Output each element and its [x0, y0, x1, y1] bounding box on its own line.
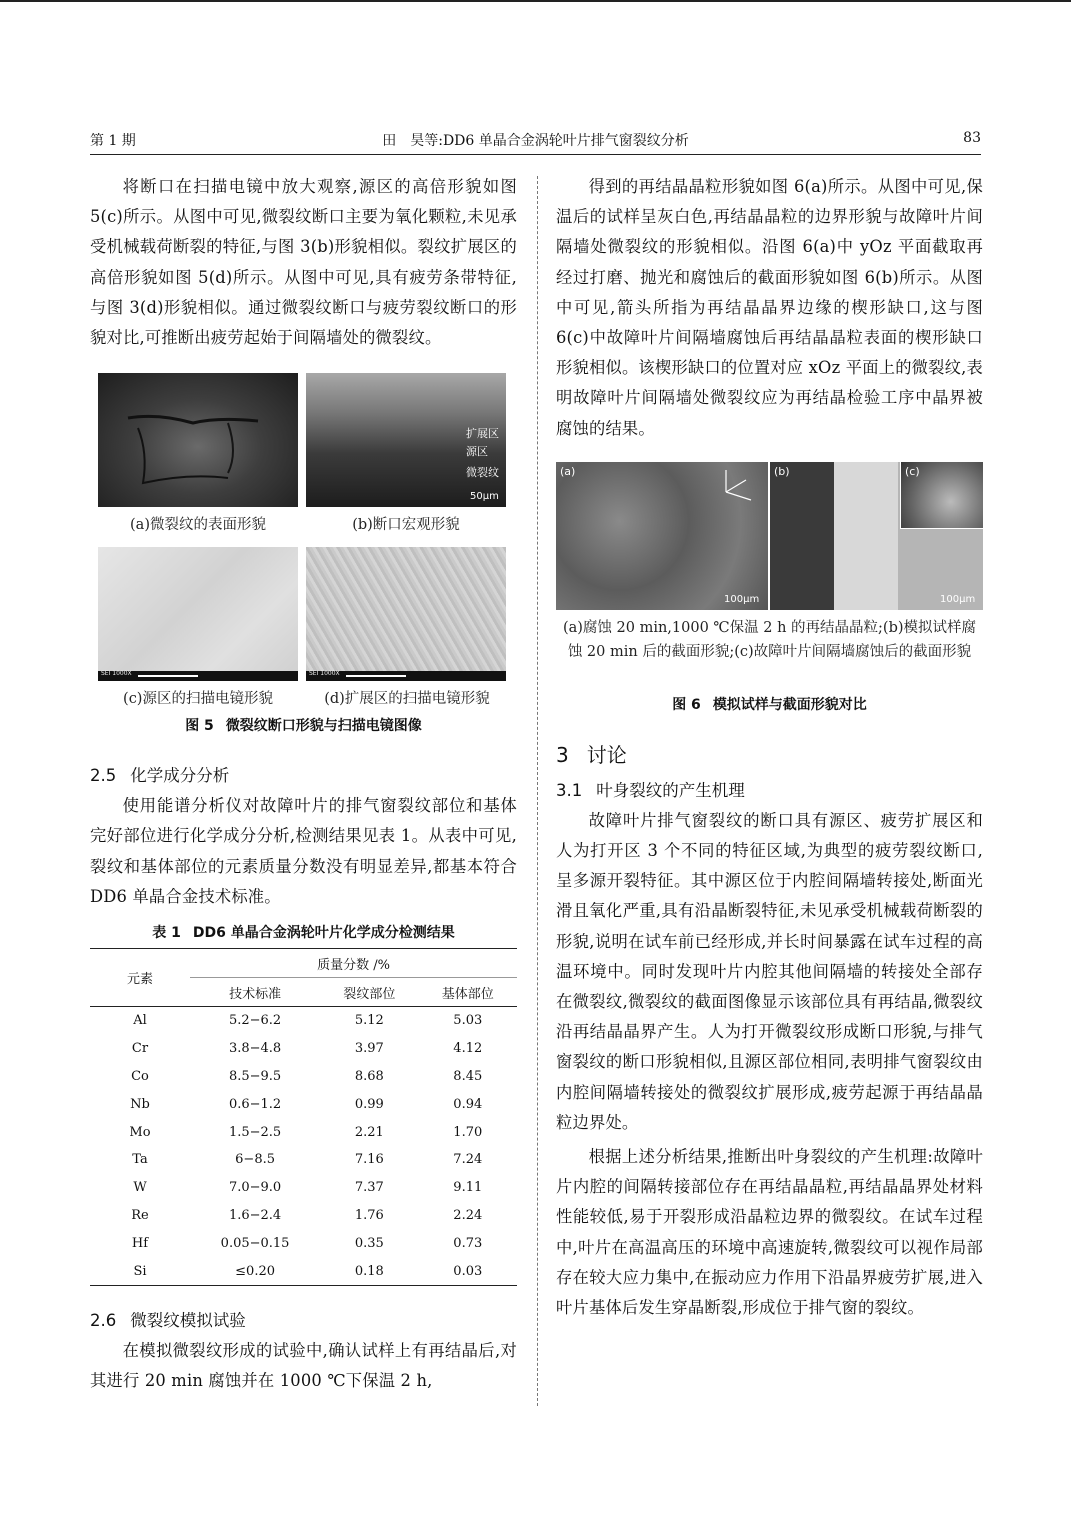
cell-crack: 0.99 — [354, 1096, 384, 1112]
cell-crack: 1.76 — [354, 1208, 384, 1223]
table-row — [90, 1146, 517, 1174]
table-header-element: 元素 — [90, 949, 190, 1007]
fig6-caption — [556, 694, 983, 714]
cell-base: 1.70 — [453, 1124, 483, 1140]
fig5b-label-expand: 扩展区 — [466, 427, 499, 441]
cell-crack: 8.68 — [354, 1069, 384, 1085]
section-3-heading — [556, 738, 983, 772]
cell-standard: 3.8−4.8 — [228, 1041, 282, 1057]
fig6b-image — [770, 462, 983, 610]
cell-standard: 1.5−2.5 — [228, 1124, 282, 1140]
table-row — [90, 1118, 517, 1146]
fig5d-subcaption: (d)扩展区的扫描电镜形貌 — [324, 691, 490, 708]
table-row — [90, 1257, 517, 1285]
figure-5 — [90, 373, 517, 755]
cell-element: Hf — [131, 1235, 149, 1251]
table1-caption — [90, 922, 517, 942]
fig5-caption — [90, 715, 517, 735]
figure-6 — [556, 462, 983, 724]
cell-standard: 1.6−2.4 — [228, 1208, 282, 1223]
cell-crack: 7.16 — [354, 1152, 384, 1168]
cell-crack: 3.97 — [354, 1041, 384, 1057]
running-header — [90, 126, 981, 154]
fig6c-inset — [900, 462, 983, 529]
table-header-standard: 技术标准 — [190, 978, 320, 1007]
fig6a-label: (a) — [560, 464, 576, 478]
table-row — [90, 1007, 517, 1035]
cell-base: 7.24 — [453, 1152, 483, 1168]
cell-base: 8.45 — [453, 1069, 483, 1085]
fig6a-scale: 100μm — [724, 593, 760, 605]
paragraph-crack-mechanism: 根据上述分析结果,推断出叶身裂纹的产生机理:故障叶片内腔的间隔转接部位存在再结晶晶粒,再结晶晶界处材料性能较低,易于开裂形成沿晶粒边界的微裂纹。在试车过程中,叶片在高温高压的环境中高速旋转,微裂纹可以视作局部存在较大应力集中,在振动应力作用下沿晶界疲劳扩展,进入叶片基体后发生穿晶断裂,形成位于排气窗的裂纹。 — [556, 1147, 983, 1318]
fig5c-sem-tag: SEI 1000X — [101, 670, 132, 678]
cell-crack: 5.12 — [354, 1013, 384, 1029]
cell-base: 9.11 — [453, 1180, 483, 1196]
section-3-1-title: 叶身裂纹的产生机理 — [596, 780, 745, 800]
cell-base: 0.03 — [453, 1263, 483, 1279]
section-2-5-title: 化学成分分析 — [130, 766, 230, 786]
cell-element: Co — [131, 1069, 149, 1085]
fig6b-scale: 100μm — [940, 593, 976, 605]
fig5a-image — [98, 373, 298, 507]
table-row — [90, 1063, 517, 1091]
fig6b-label: (b) — [774, 464, 790, 478]
fig5b-scale: 50μm — [470, 491, 499, 503]
paragraph-simulation-test: 在模拟微裂纹形成的试验中,确认试样上有再结晶后,对其进行 20 min 腐蚀并在 1000 ℃下保温 2 h, — [90, 1341, 517, 1391]
top-rule — [0, 0, 1071, 2]
fig5-caption-text: 微裂纹断口形貌与扫描电镜图像 — [225, 718, 422, 735]
table-header-base: 基体部位 — [419, 978, 517, 1007]
paragraph-fracture-observation: 将断口在扫描电镜中放大观察,源区的高倍形貌如图 5(c)所示。从图中可见,微裂纹断口主要为氧化颗粒,未见承受机械载荷断裂的特征,与图 3(b)形貌相似。裂纹扩展区的高倍形貌如图 5(d)所示。从图中可见,具有疲劳条带特征,与图 3(d)形貌相似。通过微裂纹断口与疲劳裂纹断口的形貌对比,可推断出疲劳起始于间隔墙处的微裂纹。 — [90, 177, 517, 348]
cell-element: W — [133, 1180, 147, 1196]
fig6a-image — [556, 462, 768, 610]
cell-element: Ta — [132, 1152, 148, 1168]
cell-element: Al — [133, 1013, 147, 1029]
section-3-title: 讨论 — [586, 742, 627, 767]
fig5-caption-number: 图 5 — [185, 718, 214, 735]
fig5b-label-microcrack: 微裂纹 — [466, 466, 499, 480]
cell-standard: 8.5−9.5 — [228, 1069, 282, 1085]
section-2-6-heading — [90, 1306, 517, 1336]
cell-standard: 6−8.5 — [235, 1152, 275, 1168]
cell-standard: 0.6−1.2 — [228, 1096, 282, 1112]
fig6-caption-text: 模拟试样与截面形貌对比 — [712, 696, 867, 713]
fig5d-image — [306, 547, 506, 681]
table-header-mass-fraction: 质量分数 /% — [190, 949, 517, 978]
axes-icon — [556, 462, 768, 610]
fig5d-sem-tag: SEI 1000X — [309, 670, 340, 678]
section-2-5-heading — [90, 761, 517, 791]
cell-base: 4.12 — [453, 1041, 483, 1057]
cell-base: 2.24 — [453, 1208, 483, 1223]
section-3-number: 3 — [556, 742, 569, 767]
table-row — [90, 1090, 517, 1118]
issue-number: 第 1 期 — [90, 133, 136, 149]
fig5c-image — [98, 547, 298, 681]
table-header-crack: 裂纹部位 — [320, 978, 418, 1007]
section-2-6-title: 微裂纹模拟试验 — [130, 1311, 246, 1330]
right-column — [556, 172, 983, 1323]
fig6c-label: (c) — [905, 464, 920, 478]
cell-crack: 0.18 — [354, 1263, 384, 1279]
cell-base: 0.94 — [453, 1096, 483, 1112]
composition-table — [90, 948, 517, 1286]
cell-standard: 0.05−0.15 — [220, 1235, 290, 1251]
table1-caption-number: 表 1 — [152, 925, 181, 942]
table-row — [90, 1035, 517, 1063]
fig5b-subcaption: (b)断口宏观形貌 — [352, 517, 460, 534]
fig5b-image — [306, 373, 506, 507]
cell-crack: 7.37 — [354, 1180, 384, 1196]
cell-base: 5.03 — [453, 1013, 483, 1029]
section-2-5-number: 2.5 — [90, 766, 117, 786]
cell-standard: ≤0.20 — [235, 1263, 275, 1279]
paragraph-chemical-analysis: 使用能谱分析仪对故障叶片的排气窗裂纹部位和基体完好部位进行化学成分分析,检测结果见表 1。从表中可见,裂纹和基体部位的元素质量分数没有明显差异,都基本符合 DD6 单晶合金技术标准。 — [90, 796, 517, 906]
paragraph-crack-features: 故障叶片排气窗裂纹的断口具有源区、疲劳扩展区和人为打开区 3 个不同的特征区域,为典型的疲劳裂纹断口,呈多源开裂特征。其中源区位于内腔间隔墙转接处,断面光滑且氧化严重,具有沿晶断裂特征,未见承受机械载荷断裂的形貌,说明在试车前已经形成,并长时间暴露在试车过程的高温环境中。同时发现叶片内腔其他间隔墙的转接处全部存在微裂纹,微裂纹的截面图像显示该部位具有再结晶,微裂纹沿再结晶晶界产生。人为打开微裂纹形成断口形貌,与排气窗裂纹的断口形貌相似,且源区部位相同,表明排气窗裂纹由内腔间隔墙转接处的微裂纹扩展形成,疲劳起源于再结晶晶粒边界处。 — [556, 810, 983, 1132]
fig6-caption-number: 图 6 — [672, 696, 701, 713]
section-3-1-number: 3.1 — [556, 780, 583, 800]
cell-crack: 2.21 — [354, 1124, 384, 1140]
cell-element: Cr — [131, 1041, 149, 1057]
cell-element: Re — [131, 1208, 149, 1223]
paragraph-recrystallization: 得到的再结晶晶粒形貌如图 6(a)所示。从图中可见,保温后的试样呈灰白色,再结晶晶粒的边界形貌与故障叶片间隔墙处微裂纹的形貌相似。沿图 6(a)中 yOz 平面截取再经过打磨、抛光和腐蚀后的截面形貌如图 6(b)所示。从图中可见,箭头所指为再结晶晶界边缘的楔形缺口,这与图 6(c)中故障叶片间隔墙腐蚀后再结晶晶粒表面的楔形缺口形貌相似。该楔形缺口的位置对应 xOz 平面上的微裂纹,表明故障叶片间隔墙处微裂纹应为再结晶检验工序中晶界被腐蚀的结果。 — [556, 177, 983, 438]
fig6-subcaption: (a)腐蚀 20 min,1000 ℃保温 2 h 的再结晶晶粒;(b)模拟试样腐蚀 20 min 后的截面形貌;(c)故障叶片间隔墙腐蚀后的截面形貌 — [562, 619, 977, 660]
section-3-1-heading — [556, 776, 983, 806]
left-column — [90, 172, 517, 1396]
cell-base: 0.73 — [453, 1235, 483, 1251]
cell-crack: 0.35 — [354, 1235, 384, 1251]
cell-element: Mo — [129, 1124, 151, 1140]
header-rule — [90, 154, 981, 155]
fig5c-subcaption: (c)源区的扫描电镜形貌 — [123, 691, 273, 708]
page-number: 83 — [963, 130, 981, 146]
table1-caption-text: DD6 单晶合金涡轮叶片化学成分检测结果 — [192, 925, 455, 942]
fig5a-subcaption: (a)微裂纹的表面形貌 — [130, 517, 266, 534]
cell-standard: 7.0−9.0 — [228, 1180, 282, 1196]
cell-element: Si — [133, 1263, 147, 1279]
table-row — [90, 1174, 517, 1202]
table-row — [90, 1202, 517, 1230]
running-title: 田 昊等:DD6 单晶合金涡轮叶片排气窗裂纹分析 — [382, 133, 689, 149]
column-divider — [537, 176, 538, 1406]
fig5b-label-source: 源区 — [466, 445, 488, 459]
table-row — [90, 1229, 517, 1257]
cell-standard: 5.2−6.2 — [228, 1013, 282, 1029]
cell-element: Nb — [130, 1096, 150, 1112]
section-2-6-number: 2.6 — [90, 1311, 117, 1330]
